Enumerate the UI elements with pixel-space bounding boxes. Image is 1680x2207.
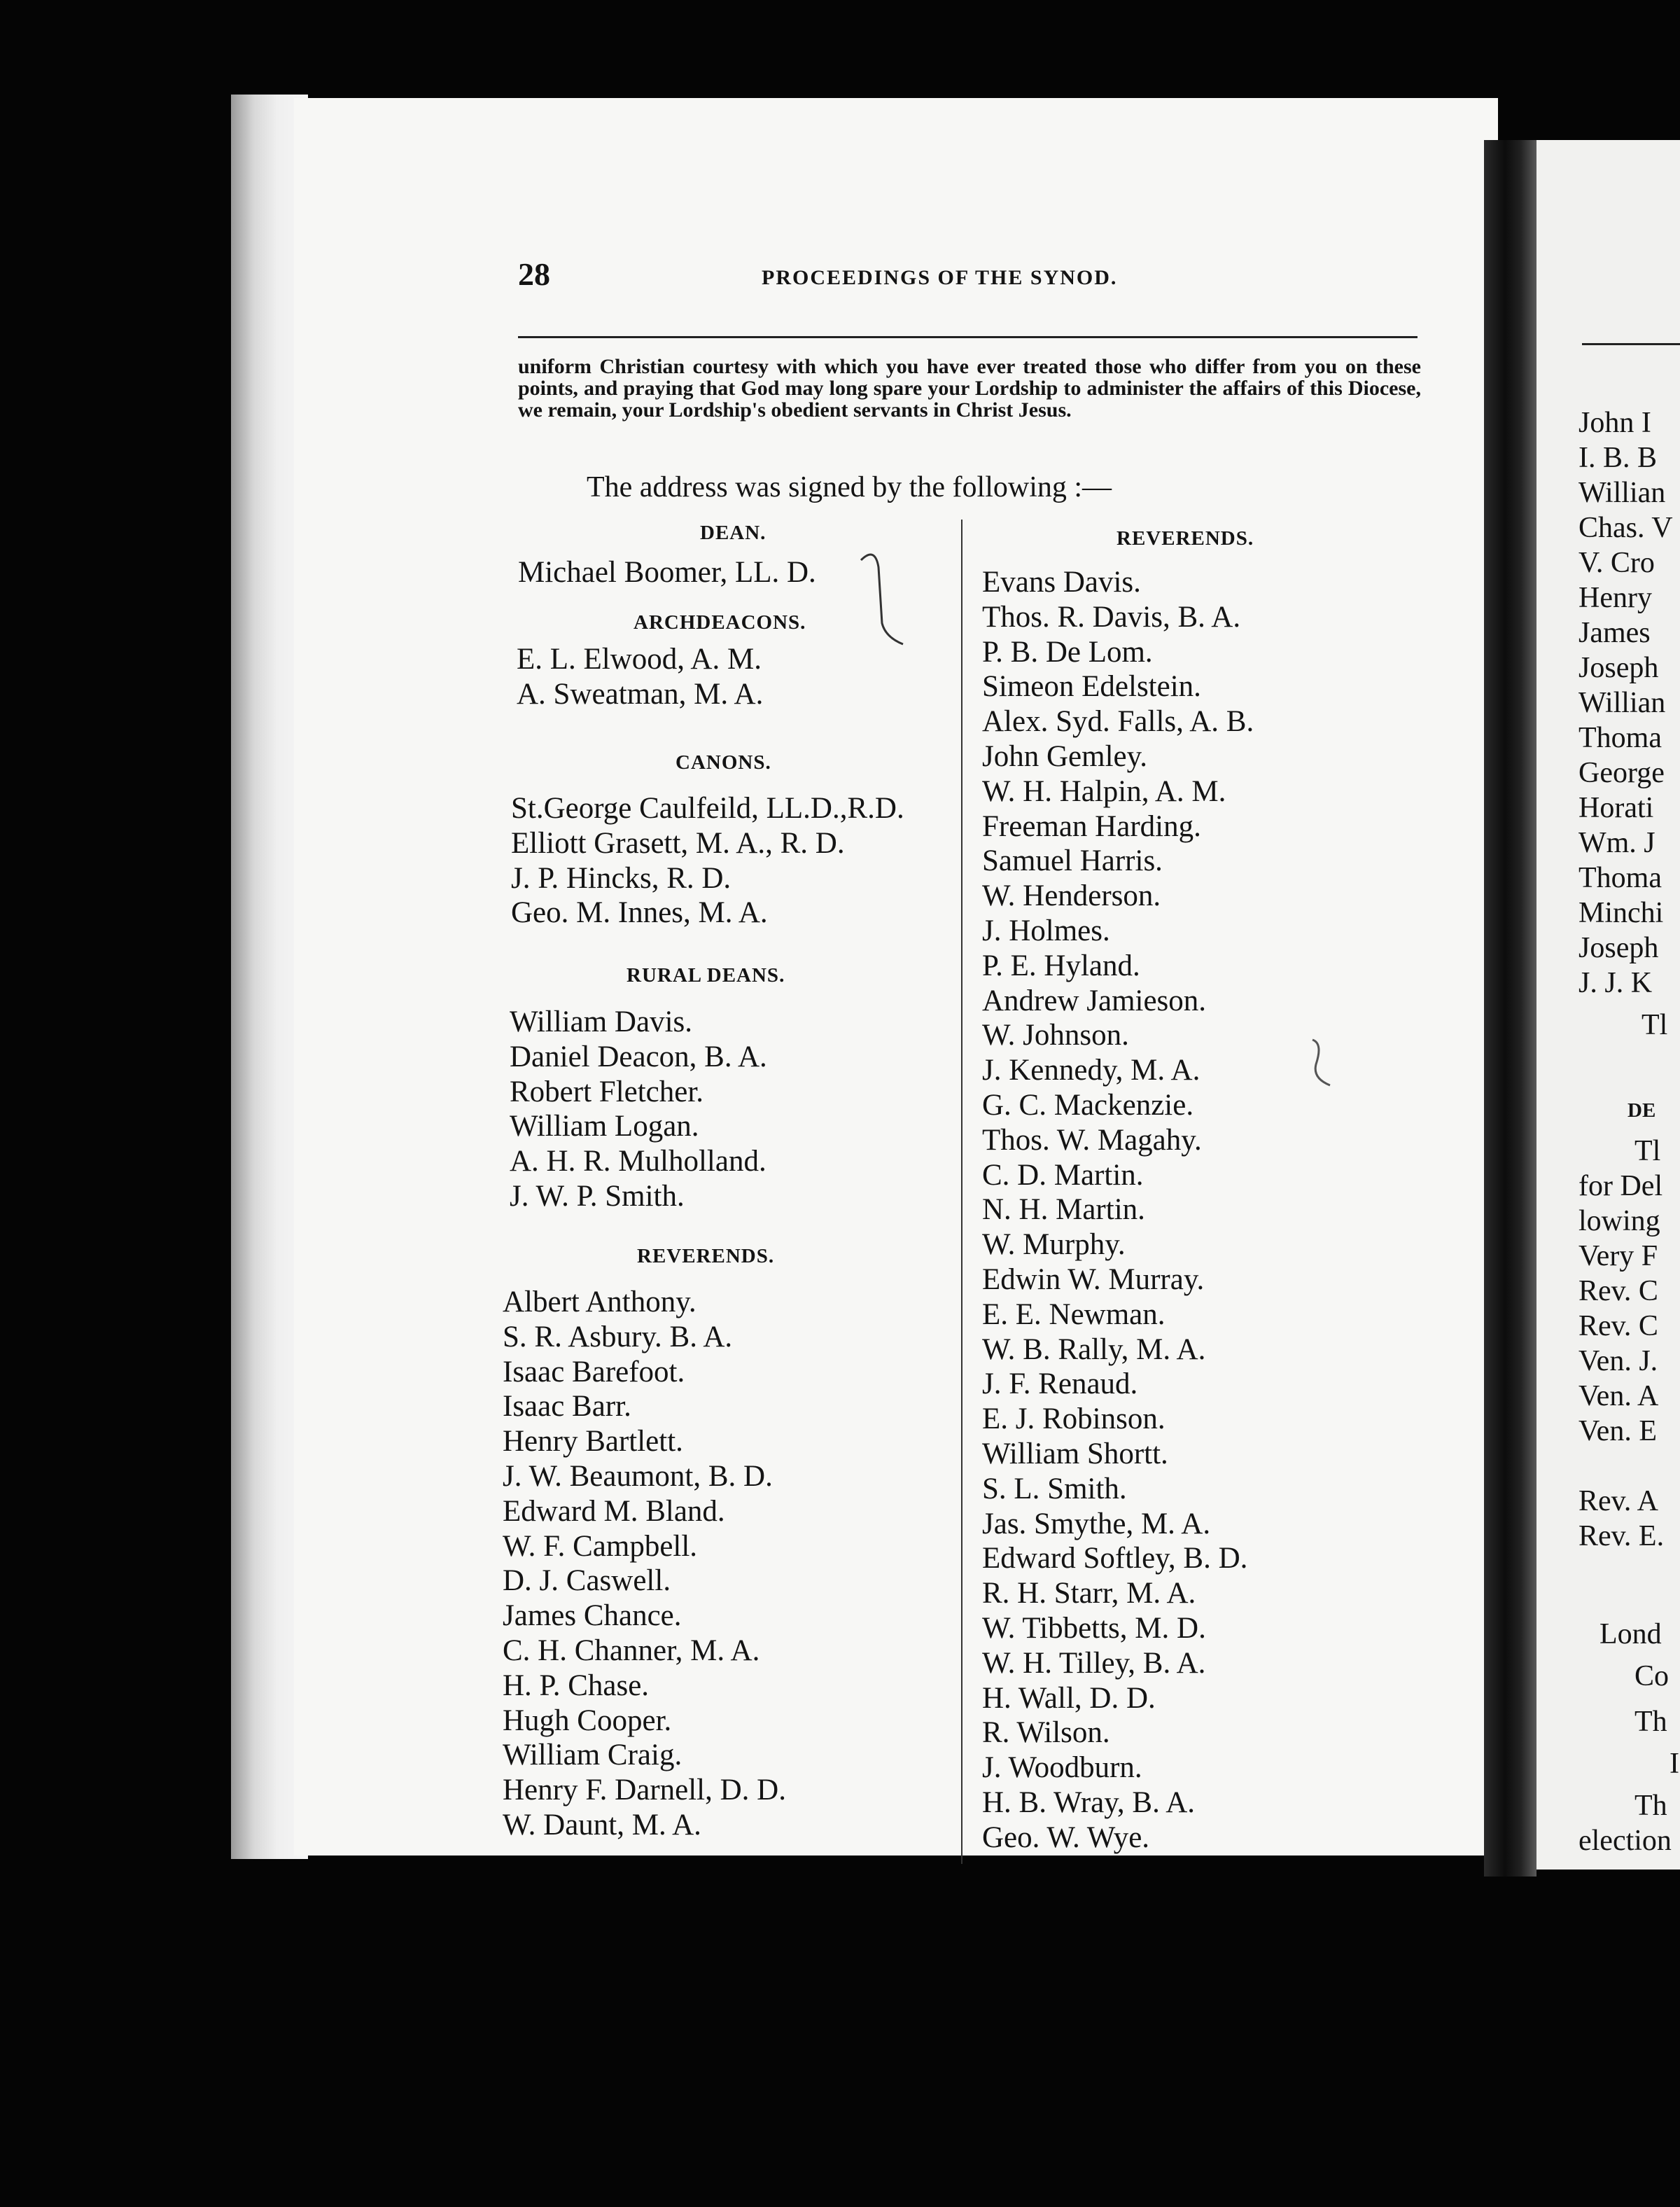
list-item: W. B. Rally, M. A. <box>982 1332 1206 1366</box>
next-page-fragment: Rev. C <box>1578 1310 1658 1342</box>
next-page-fragment: Lond <box>1600 1618 1662 1650</box>
next-page-fragment: John I <box>1578 407 1651 439</box>
list-item: Hugh Cooper. <box>503 1704 672 1737</box>
signed-by-line: The address was signed by the following :— <box>587 471 1112 503</box>
list-item: J. P. Hincks, R. D. <box>511 861 732 895</box>
section-heading-reverends-right: REVERENDS. <box>1116 527 1254 550</box>
next-page-fragment: Tl <box>1642 1009 1668 1041</box>
list-item: E. J. Robinson. <box>982 1402 1166 1436</box>
next-page-fragment: Willian <box>1578 477 1666 509</box>
list-item: D. J. Caswell. <box>503 1564 671 1598</box>
next-page-fragment: Horati <box>1578 792 1654 824</box>
next-page-fragment: V. Cro <box>1578 547 1655 579</box>
list-item: P. B. De Lom. <box>982 635 1153 669</box>
list-item: C. D. Martin. <box>982 1158 1144 1192</box>
list-item: G. C. Mackenzie. <box>982 1088 1194 1122</box>
next-page-fragment: Ven. E <box>1578 1415 1657 1447</box>
list-item: Thos. R. Davis, B. A. <box>982 600 1241 634</box>
list-item: Robert Fletcher. <box>510 1075 704 1108</box>
list-item: A. H. R. Mulholland. <box>510 1145 766 1178</box>
next-page-edge <box>1536 140 1680 1870</box>
list-item: John Gemley. <box>982 739 1148 773</box>
list-item: J. Kennedy, M. A. <box>982 1054 1200 1087</box>
next-page-fragment: Tl <box>1634 1135 1661 1167</box>
list-item: Daniel Deacon, B. A. <box>510 1040 767 1073</box>
next-page-fragment: Th <box>1634 1790 1667 1822</box>
list-item: Henry F. Darnell, D. D. <box>503 1774 786 1807</box>
list-item: James Chance. <box>503 1599 682 1633</box>
next-page-fragment: Rev. E. <box>1578 1520 1665 1552</box>
intro-text: uniform Christian courtesy with which you have ever treated those who differ from you on these points, and praying that God may long spare your Lordship to administer the affairs of this Diocese, we remain, your Lordship's obedient servants in Christ Jesus. <box>518 355 1421 422</box>
list-item: Evans Davis. <box>982 566 1141 599</box>
list-item: H. B. Wray, B. A. <box>982 1785 1196 1819</box>
pen-mark <box>854 546 917 651</box>
list-item: William Shortt. <box>982 1437 1168 1470</box>
list-item: R. Wilson. <box>982 1716 1110 1750</box>
list-item: Albert Anthony. <box>503 1286 696 1318</box>
next-page-fragment: for Del <box>1578 1170 1663 1202</box>
list-item: Geo. W. Wye. <box>982 1820 1150 1854</box>
list-item: Freeman Harding. <box>982 809 1201 843</box>
section-heading-archdeacons: ARCHDEACONS. <box>634 611 806 634</box>
next-page-fragment: Ven. A <box>1578 1380 1659 1412</box>
list-item: Isaac Barefoot. <box>503 1355 685 1388</box>
next-page-fragment: Willian <box>1578 687 1666 719</box>
list-item: W. Tibbetts, M. D. <box>982 1611 1206 1645</box>
page-number: 28 <box>518 256 550 292</box>
section-heading-rural-deans: RURAL DEANS. <box>626 964 785 987</box>
dean-list <box>518 555 816 590</box>
list-item: Elliott Grasett, M. A., R. D. <box>511 826 845 860</box>
list-item: J. W. Beaumont, B. D. <box>503 1459 773 1493</box>
list-item: E. L. Elwood, A. M. <box>517 643 762 676</box>
list-item: Alex. Syd. Falls, A. B. <box>982 705 1254 739</box>
next-page-fragment: Rev. C <box>1578 1275 1658 1307</box>
list-item: Jas. Smythe, M. A. <box>982 1507 1211 1540</box>
list-item: H. P. Chase. <box>503 1669 650 1702</box>
next-page-fragment: Joseph <box>1578 652 1659 684</box>
list-item: J. F. Renaud. <box>982 1367 1138 1401</box>
next-page-fragment: Th <box>1634 1706 1667 1738</box>
list-item: N. H. Martin. <box>982 1193 1145 1227</box>
list-item: S. L. Smith. <box>982 1472 1127 1505</box>
next-page-fragment: Wm. J <box>1578 827 1656 859</box>
next-page-fragment: Joseph <box>1578 932 1659 964</box>
next-page-header-rule <box>1582 343 1680 345</box>
list-item: Geo. M. Innes, M. A. <box>511 896 768 930</box>
running-head: PROCEEDINGS OF THE SYNOD. <box>762 266 1118 289</box>
list-item: W. Johnson. <box>982 1019 1129 1052</box>
list-item: W. Murphy. <box>982 1228 1126 1262</box>
next-page-fragment: Thoma <box>1578 722 1662 754</box>
list-item: Edward M. Bland. <box>503 1494 725 1528</box>
list-item: S. R. Asbury. B. A. <box>503 1320 733 1353</box>
next-page-fragment: James <box>1578 617 1651 649</box>
column-divider <box>961 520 962 1864</box>
next-page-fragment: Minchi <box>1578 897 1664 929</box>
list-item: W. F. Campbell. <box>503 1529 698 1563</box>
list-item: R. H. Starr, M. A. <box>982 1577 1196 1610</box>
list-item: Edwin W. Murray. <box>982 1262 1205 1296</box>
list-item: William Craig. <box>503 1739 682 1772</box>
list-item: William Logan. <box>510 1110 699 1143</box>
list-item: H. Wall, D. D. <box>982 1681 1156 1715</box>
list-item: Isaac Barr. <box>503 1390 631 1423</box>
pen-mark <box>1309 1036 1337 1092</box>
next-page-fragment: election <box>1578 1825 1672 1857</box>
list-item: E. E. Newman. <box>982 1297 1166 1331</box>
rural-deans-list <box>510 1005 767 1214</box>
page-gutter <box>1484 140 1536 1877</box>
list-item: Simeon Edelstein. <box>982 670 1201 704</box>
next-page-fragment: Ven. J. <box>1578 1345 1658 1377</box>
section-heading-canons: CANONS. <box>676 751 771 774</box>
next-page-fragment: Henry <box>1578 582 1652 614</box>
next-page-fragment: Chas. V <box>1578 512 1673 544</box>
header-rule <box>518 336 1418 338</box>
list-item: Andrew Jamieson. <box>982 984 1207 1017</box>
list-item: C. H. Channer, M. A. <box>503 1634 760 1667</box>
list-item: J. Holmes. <box>982 914 1110 947</box>
next-page-fragment: Co <box>1634 1660 1670 1692</box>
list-item: Michael Boomer, LL. D. <box>518 556 816 589</box>
reverends-list-left <box>503 1285 786 1843</box>
list-item: William Davis. <box>510 1005 693 1038</box>
intro-paragraph <box>518 356 1421 421</box>
next-page-fragment: I <box>1670 1748 1679 1780</box>
list-item: St.George Caulfeild, LL.D.,R.D. <box>511 792 904 825</box>
next-page-fragment: I. B. B <box>1578 442 1658 474</box>
next-page-fragment: Rev. A <box>1578 1485 1658 1517</box>
next-page-fragment: George <box>1578 757 1665 789</box>
list-item: W. H. Tilley, B. A. <box>982 1646 1206 1680</box>
list-item: W. Henderson. <box>982 879 1161 913</box>
list-item: A. Sweatman, M. A. <box>517 677 764 711</box>
list-item: P. E. Hyland. <box>982 949 1140 982</box>
archdeacons-list <box>517 642 763 712</box>
next-page-fragment: Very F <box>1578 1240 1658 1272</box>
section-heading-dean: DEAN. <box>700 522 766 544</box>
next-page-fragment: DE <box>1628 1099 1656 1122</box>
canons-list <box>511 791 904 931</box>
list-item: J. W. P. Smith. <box>510 1179 685 1213</box>
next-page-fragment: J. J. K <box>1578 967 1653 999</box>
next-page-fragment: lowing <box>1578 1205 1660 1237</box>
list-item: Samuel Harris. <box>982 844 1163 878</box>
list-item: J. Woodburn. <box>982 1751 1142 1785</box>
list-item: W. H. Halpin, A. M. <box>982 774 1226 808</box>
list-item: Henry Bartlett. <box>503 1425 683 1458</box>
list-item: W. Daunt, M. A. <box>503 1808 701 1842</box>
section-heading-reverends: REVERENDS. <box>637 1245 775 1267</box>
next-page-fragment: Thoma <box>1578 862 1662 894</box>
list-item: Thos. W. Magahy. <box>982 1123 1202 1157</box>
list-item: Edward Softley, B. D. <box>982 1542 1248 1575</box>
reverends-list-right <box>982 565 1254 1855</box>
